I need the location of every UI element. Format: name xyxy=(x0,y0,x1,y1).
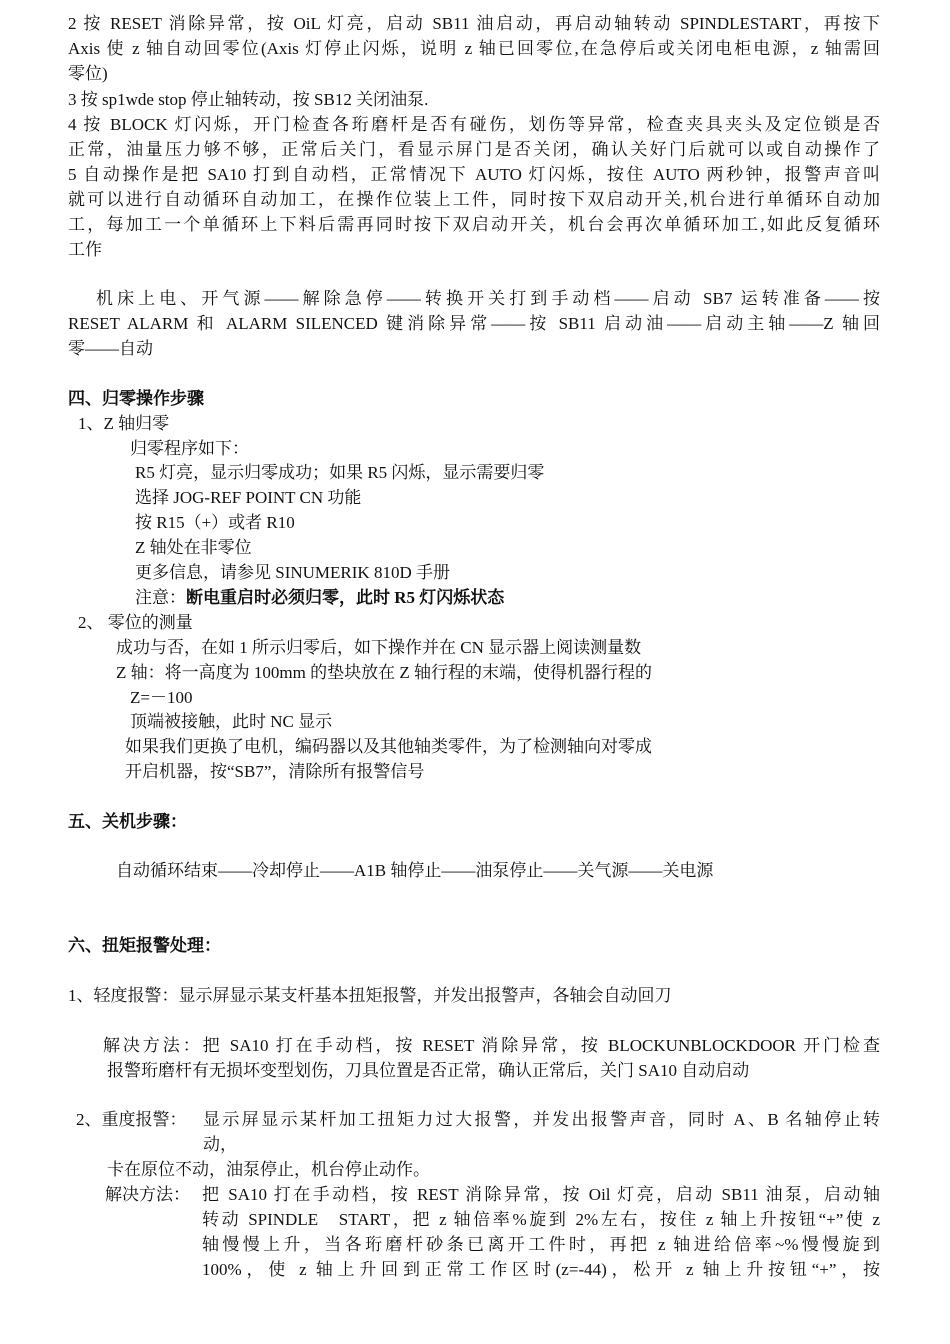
zero-step-4: 按 R15（+）或者 R10 xyxy=(135,513,295,532)
section6-heading: 六、扭矩报警处理： xyxy=(68,936,221,955)
zero-step-2: R5 灯亮，显示归零成功；如果 R5 闪烁，显示需要归零 xyxy=(135,463,545,482)
heavy-alarm-line3: 卡在原位不动，油泵停止，机台停止动作。 xyxy=(107,1160,430,1179)
step2-line2: Axis 使 z 轴自动回零位(Axis 灯停止闪烁，说明 z 轴已回零位,在急停后或关闭电柜电源，z 轴需回 xyxy=(68,39,880,58)
measure-line1: 成功与否，在如 1 所示归零后，如下操作并在 CN 显示器上阅读测量数 xyxy=(116,638,642,657)
step2-line1: 2 按 RESET 消除异常，按 OiL 灯亮，启动 SB11 油启动，再启动轴转动 SPINDLESTART，再按下 xyxy=(68,14,880,33)
heavy-solution-label: 解决方法： xyxy=(105,1185,190,1204)
heavy-solution-line1: 把 SA10 打在手动档，按 REST 消除异常，按 Oil 灯亮，启动 SB11 油泵，启动轴 xyxy=(202,1185,880,1204)
zero-note xyxy=(135,586,504,610)
light-alarm-line: 1、轻度报警：显示屏显示某支杆基本扭矩报警，并发出报警声，各轴会自动回刀 xyxy=(68,986,672,1005)
measure-line6: 开启机器，按“SB7”，清除所有报警信号 xyxy=(125,762,425,781)
step4-line1: 4 按 BLOCK 灯闪烁，开门检查各珩磨杆是否有碰伤，划伤等异常，检查夹具夹头及定位锁是否 xyxy=(68,115,880,134)
section4-heading: 四、归零操作步骤 xyxy=(68,389,204,408)
startup-flow-line3: 零——自动 xyxy=(68,339,153,358)
heavy-alarm-label: 2、重度报警： xyxy=(76,1110,187,1129)
step3-line1: 3 按 sp1wde stop 停止轴转动，按 SB12 关闭油泵. xyxy=(68,90,429,109)
zero-step-5: Z 轴处在非零位 xyxy=(135,538,252,557)
measure-line4: 顶端被接触，此时 NC 显示 xyxy=(130,712,333,731)
light-solution-line2: 报警珩磨杆有无损坏变型划伤，刀具位置是否正常，确认正常后，关门 SA10 自动启动 xyxy=(107,1061,750,1080)
step4-line2: 正常，油量压力够不够，正常后关门，看显示屏门是否关闭，确认关好门后就可以或自动操作了 xyxy=(68,140,880,159)
measure-line3: Z=－100 xyxy=(130,688,193,707)
shutdown-flow: 自动循环结束——冷却停止——A1B 轴停止——油泵停止——关气源——关电源 xyxy=(116,861,714,880)
note-label: 注意： xyxy=(135,588,186,607)
section5-heading: 五、关机步骤： xyxy=(68,812,187,831)
startup-flow-line1: 机床上电、开气源——解除急停——转换开关打到手动档——启动 SB7 运转准备——按 xyxy=(96,289,880,308)
startup-flow-line2: RESET ALARM 和 ALARM SILENCED 键消除异常——按 SB11 启动油——启动主轴——Z 轴回 xyxy=(68,314,880,333)
light-solution-line1: 解决方法：把 SA10 打在手动档，按 RESET 消除异常，按 BLOCKUNBLOCKDOOR 开门检查 xyxy=(103,1036,880,1055)
measure-line2: Z 轴：将一高度为 100mm 的垫块放在 Z 轴行程的末端，使得机器行程的 xyxy=(116,663,652,682)
measure-line5: 如果我们更换了电机，编码器以及其他轴类零件，为了检测轴向对零成 xyxy=(125,737,652,756)
zero-step-1: 归零程序如下： xyxy=(130,439,249,458)
heavy-solution-line4: 100%，使 z 轴上升回到正常工作区时(z=-44)，松开 z 轴上升按钮“+”，按 xyxy=(202,1260,880,1279)
step2-line3: 零位) xyxy=(68,64,108,83)
note-bold-text: 断电重启时必须归零，此时 R5 灯闪烁状态 xyxy=(186,588,505,607)
step5-line1: 5 自动操作是把 SA10 打到自动档，正常情况下 AUTO 灯闪烁，按住 AUTO 两秒钟，报警声音叫 xyxy=(68,165,880,184)
section4-item2: 2、 零位的测量 xyxy=(78,613,193,632)
section4-item1: 1、Z 轴归零 xyxy=(78,414,170,433)
heavy-solution-line3: 轴慢慢上升，当各珩磨杆砂条已离开工件时，再把 z 轴进给倍率~%慢慢旋到 xyxy=(202,1235,880,1254)
step5-line4: 工作 xyxy=(68,240,102,259)
step5-line2: 就可以进行自动循环自动加工，在操作位装上工件，同时按下双启动开关,机台进行单循环自动加 xyxy=(68,190,880,209)
zero-step-6: 更多信息，请参见 SINUMERIK 810D 手册 xyxy=(135,563,450,582)
heavy-solution-line2: 转动 SPINDLE START，把 z 轴倍率%旋到 2%左右，按住 z 轴上升按钮“+”使 z xyxy=(202,1210,880,1229)
zero-step-3: 选择 JOG-REF POINT CN 功能 xyxy=(135,488,362,507)
step5-line3: 工，每加工一个单循环上下料后需再同时按下双启动开关，机台会再次单循环加工,如此反复循环 xyxy=(68,215,880,234)
heavy-alarm-line2: 动， xyxy=(203,1135,237,1154)
heavy-alarm-line1: 显示屏显示某杆加工扭矩力过大报警，并发出报警声音，同时 A、B 名轴停止转 xyxy=(203,1110,880,1129)
